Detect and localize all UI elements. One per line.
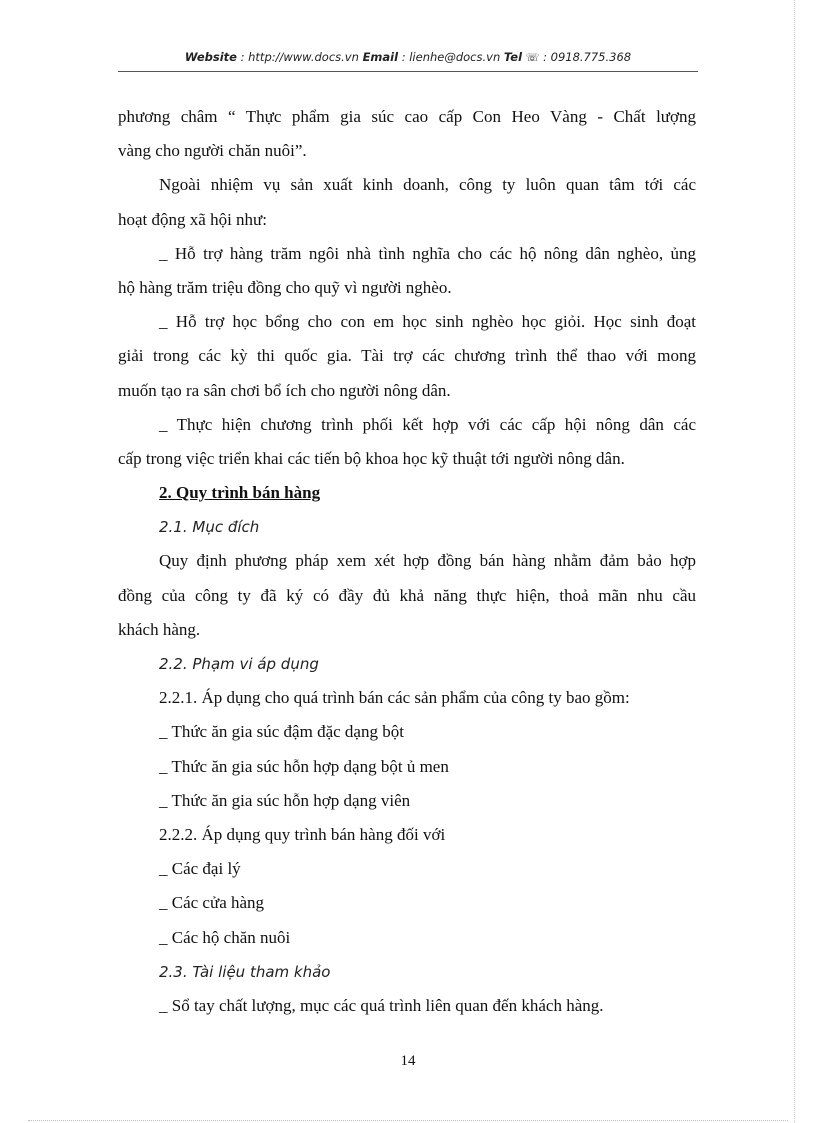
- text-line: vàng cho người chăn nuôi”.: [118, 141, 307, 161]
- text-line: đồng của công ty đã ký có đầy đủ khả năng thực hiện, thoả mãn nhu cầu: [118, 585, 696, 605]
- tel-value: : 0918.775.368: [539, 50, 632, 64]
- text-line: khách hàng.: [118, 619, 201, 639]
- text-line: cấp trong việc triển khai các tiến bộ khoa học kỹ thuật tới người nông dân.: [118, 448, 625, 468]
- website-label: Website: [184, 50, 237, 64]
- subsection-heading: 2.2. Phạm vi áp dụng: [159, 655, 319, 673]
- text-line: Quy định phương pháp xem xét hợp đồng bán hàng nhằm đảm bảo hợp: [159, 551, 696, 571]
- list-item: _ Thức ăn gia súc đậm đặc dạng bột: [159, 722, 404, 742]
- page-edge-bottom: [28, 1120, 788, 1121]
- text-line: phương châm “ Thực phẩm gia súc cao cấp Con Heo Vàng - Chất lượng: [118, 107, 696, 126]
- page-header: [118, 50, 698, 64]
- page-number: 14: [400, 1053, 416, 1069]
- text-line: _ Thực hiện chương trình phối kết hợp với các cấp hội nông dân các: [159, 414, 696, 434]
- text-line: giải trong các kỳ thi quốc gia. Tài trợ các chương trình thể thao với mong: [118, 346, 696, 366]
- list-item: _ Các cửa hàng: [159, 893, 265, 913]
- tel-label: Tel: [503, 50, 523, 64]
- text-line: _ Hỗ trợ học bổng cho con em học sinh nghèo học giỏi. Học sinh đoạt: [159, 312, 696, 332]
- list-item: _ Các hộ chăn nuôi: [159, 927, 291, 947]
- list-item: _ Thức ăn gia súc hỗn hợp dạng viên: [159, 790, 411, 810]
- subsection-heading: 2.1. Mục đích: [159, 518, 260, 537]
- section-heading-text: 2. Quy trình bán hàng: [159, 483, 321, 503]
- text-line: hộ hàng trăm triệu đồng cho quỹ vì người nghèo.: [118, 277, 452, 297]
- website-value: : http://www.docs.vn: [236, 50, 363, 64]
- list-item: _ Thức ăn gia súc hỗn hợp dạng bột ủ men: [159, 756, 449, 776]
- list-item: _ Sổ tay chất lượng, mục các quá trình liên quan đến khách hàng.: [159, 995, 604, 1015]
- list-item: _ Các đại lý: [159, 859, 241, 879]
- section-heading: [118, 476, 696, 510]
- email-label: Email: [362, 50, 399, 64]
- text-line: 2.2.1. Áp dụng cho quá trình bán các sản phẩm của công ty bao gồm:: [159, 688, 630, 708]
- page-edge-right: [794, 0, 795, 1123]
- text-line: hoạt động xã hội như:: [118, 209, 267, 229]
- text-line: muốn tạo ra sân chơi bổ ích cho người nông dân.: [118, 380, 451, 400]
- phone-icon: ☏: [525, 51, 540, 64]
- text-line: 2.2.2. Áp dụng quy trình bán hàng đối với: [159, 824, 446, 844]
- subsection-heading: 2.3. Tài liệu tham khảo: [159, 962, 331, 981]
- header-rule: [118, 71, 698, 72]
- document-body: [118, 100, 696, 1023]
- email-value: : lienhe@docs.vn: [398, 50, 504, 64]
- text-line: _ Hỗ trợ hàng trăm ngôi nhà tình nghĩa cho các hộ nông dân nghèo, ủng: [159, 243, 696, 263]
- text-line: Ngoài nhiệm vụ sản xuất kinh doanh, công ty luôn quan tâm tới các: [159, 175, 696, 195]
